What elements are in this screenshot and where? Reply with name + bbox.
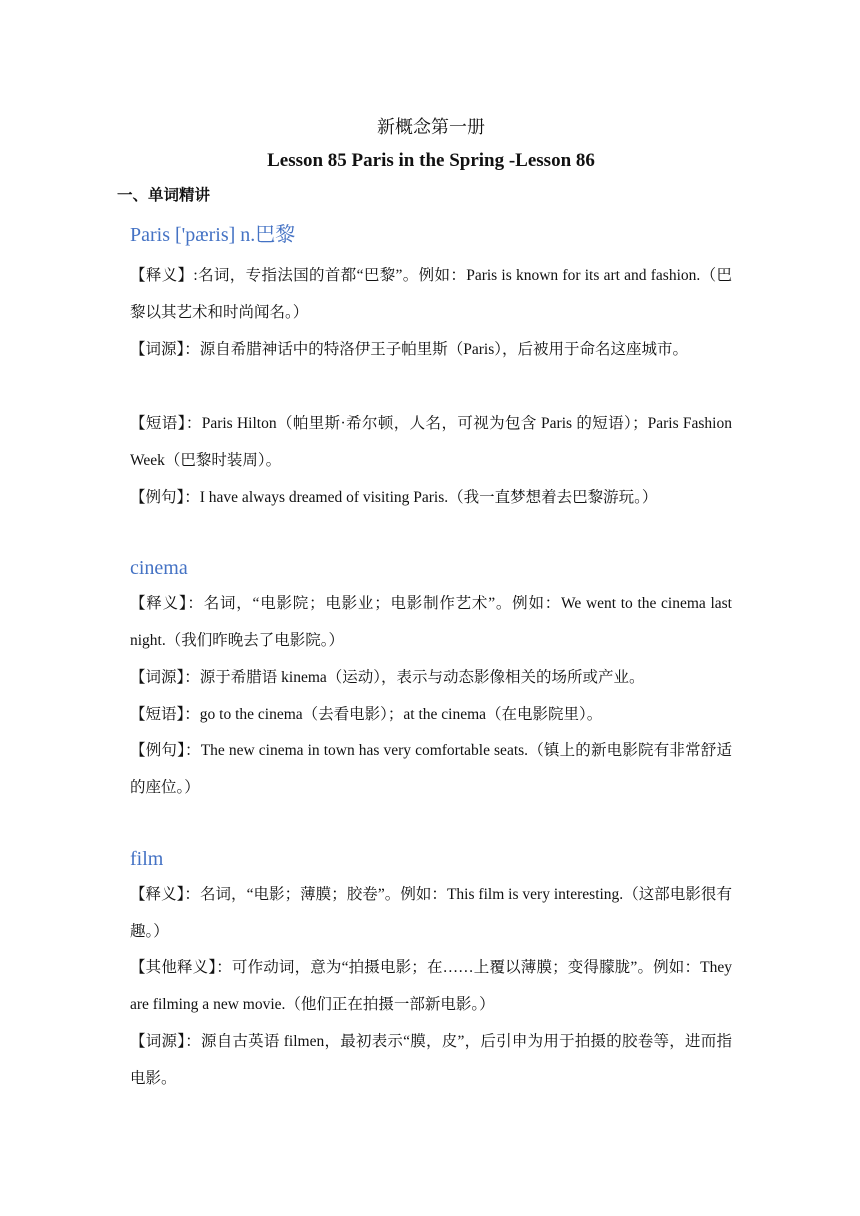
etymology-cinema — [130, 659, 732, 696]
document-page — [117, 0, 732, 1216]
phrases-paris — [130, 405, 732, 479]
etymology-paris — [130, 331, 732, 368]
book-title: 新概念第一册 — [377, 117, 485, 137]
etymology-film — [130, 1023, 732, 1097]
example-paris — [130, 479, 732, 516]
etymology-text: ：源自希腊神话中的特洛伊王子帕里斯（Paris），后被用于命名这座城市。 — [184, 341, 689, 358]
headword-paris: Paris ['pæris] n.巴黎 — [130, 224, 296, 246]
phrases-cinema — [130, 696, 732, 733]
etymology-label: 【词源】 — [130, 669, 185, 686]
meaning-text: ：名词，“电影院；电影业；电影制作艺术”。例如：We went to the cinema last night.（我们昨晚去了电影院。） — [130, 595, 732, 649]
example-text: ：I have always dreamed of visiting Paris.（我一直梦想着去巴黎游玩。） — [184, 489, 658, 506]
phrases-text: ：Paris Hilton（帕里斯·希尔顿，人名，可视为包含 Paris 的短语）；Paris Fashion Week（巴黎时装周）。 — [130, 415, 732, 469]
meaning-label: 【释义】 — [130, 595, 188, 612]
section-heading: 一、单词精讲 — [117, 187, 211, 204]
phrases-label: 【短语】 — [130, 415, 186, 432]
example-label: 【例句】 — [130, 489, 185, 506]
meaning-label: 【释义】 — [130, 267, 194, 284]
meaning-paris — [130, 257, 732, 331]
meaning-text: ：名词，“电影；薄膜；胶卷”。例如：This film is very interesting.（这部电影很有趣。） — [130, 886, 732, 940]
lesson-title: Lesson 85 Paris in the Spring -Lesson 86 — [267, 150, 595, 171]
example-cinema — [130, 732, 732, 806]
meaning-cinema — [130, 585, 732, 659]
headword-cinema: cinema — [130, 557, 188, 579]
example-label: 【例句】 — [130, 742, 186, 759]
other-meaning-label: 【其他释义】 — [130, 959, 217, 976]
other-meaning-text: ：可作动词，意为“拍摄电影；在……上覆以薄膜；变得朦胧”。例如：They are filming a new movie.（他们正在拍摄一部新电影。） — [130, 959, 732, 1013]
etymology-label: 【词源】 — [130, 341, 185, 358]
phrases-text: ：go to the cinema（去看电影）；at the cinema（在电影院里）。 — [184, 706, 603, 723]
headword-film: film — [130, 848, 164, 870]
meaning-film — [130, 876, 732, 950]
other-meaning-film — [130, 949, 732, 1023]
etymology-label: 【词源】 — [130, 1033, 186, 1050]
meaning-text: :名词，专指法国的首都“巴黎”。例如：Paris is known for its art and fashion.（巴黎以其艺术和时尚闻名。） — [130, 267, 732, 321]
meaning-label: 【释义】 — [130, 886, 185, 903]
etymology-text: ：源于希腊语 kinema（运动），表示与动态影像相关的场所或产业。 — [184, 669, 645, 686]
phrases-label: 【短语】 — [130, 706, 185, 723]
example-text: ：The new cinema in town has very comfortable seats.（镇上的新电影院有非常舒适的座位。） — [130, 742, 732, 796]
etymology-text: ：源自古英语 filmen，最初表示“膜，皮”，后引申为用于拍摄的胶卷等，进而指电影。 — [130, 1033, 732, 1087]
